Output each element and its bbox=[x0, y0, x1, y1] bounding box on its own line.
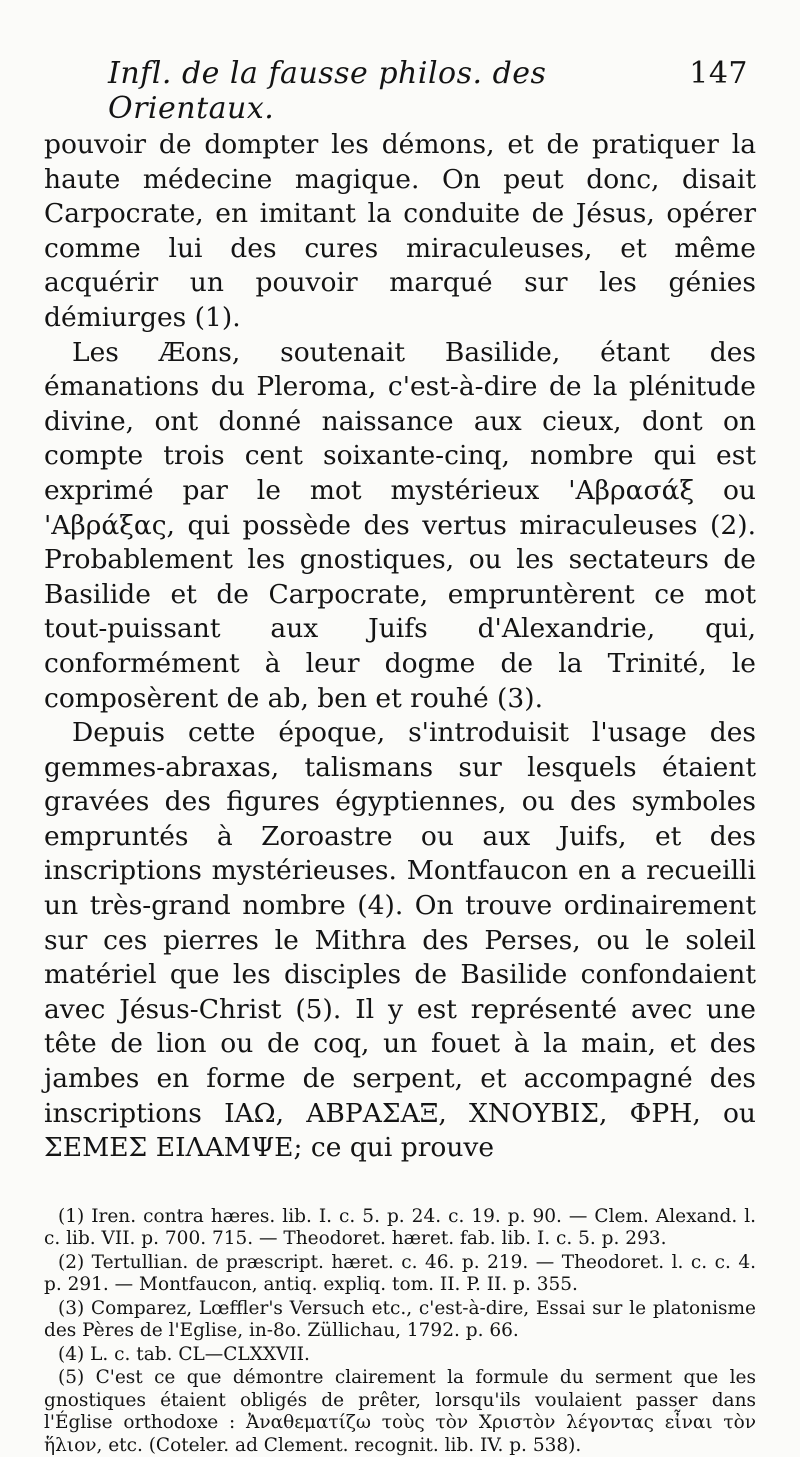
paragraph: Depuis cette époque, s'introduisit l'usage des gemmes-abraxas, talismans sur lesquels étaient gravées des figures égyptiennes, ou des symboles empruntés à Zoroastre ou aux Juifs, et des inscriptions mystérieuses. Montfaucon en a recueilli un très-grand nombre (4). On trouve ordinairement sur ces pierres le Mithra des Perses, ou le soleil matériel que les disciples de Basilide confondaient avec Jésus-Christ (5). Il y est représenté avec une tête de lion ou de coq, un fouet à la main, et des jambes en forme de serpent, et accompagné des inscriptions ΙΑΩ, ΑΒΡΑΣΑΞ, ΧΝΟΥΒΙΣ, ΦΡΗ, ou ΣΕΜΕΣ ΕΙΛΑΜΨΕ; ce qui prouve bbox=[44, 717, 756, 1164]
footnotes bbox=[44, 1206, 756, 1457]
paragraph: pouvoir de dompter les démons, et de pratiquer la haute médecine magique. On peut donc, disait Carpocrate, en imitant la conduite de Jésus, opérer comme lui des cures miraculeuses, et même acquérir un pouvoir marqué sur les génies démiurges (1). bbox=[44, 129, 756, 333]
running-head bbox=[108, 56, 748, 126]
footnote: (5) C'est ce que démontre clairement la formule du serment que les gnostiques étaient obligés de prêter, lorsqu'ils voulaient passer dans l'Église orthodoxe : Ἀναθεματίζω τοὺς τὸν Χριστὸν λέγοντας εἶναι τὸν ἥλιον, etc. (Coteler. ad Clement. recognit. lib. IV. p. 538). bbox=[44, 1367, 756, 1456]
page-number: 147 bbox=[689, 56, 748, 91]
main-text bbox=[44, 128, 756, 1166]
footnote: (4) L. c. tab. CL—CLXXVII. bbox=[58, 1343, 310, 1365]
footnote: (1) Iren. contra hæres. lib. I. c. 5. p. 24. c. 19. p. 90. — Clem. Alexand. l. c. lib. VII. p. 700. 715. — Theodoret. hæret. fab. lib. I. c. 5. p. 293. bbox=[44, 1205, 756, 1250]
footnote: (3) Comparez, Lœffler's Versuch etc., c'est-à-dire, Essai sur le platonisme des Pères de l'Eglise, in-8o. Züllichau, 1792. p. 66. bbox=[44, 1297, 756, 1342]
running-title: Infl. de la fausse philos. des Orientaux. bbox=[108, 56, 547, 126]
paragraph: Les Æons, soutenait Basilide, étant des émanations du Pleroma, c'est-à-dire de la plénitude divine, ont donné naissance aux cieux, dont on compte trois cent soixante-cinq, nombre qui est exprimé par le mot mystérieux 'Αβρασάξ ou 'Αβράξας, qui possède des vertus miraculeuses (2). Probablement les gnostiques, ou les sectateurs de Basilide et de Carpocrate, empruntèrent ce mot tout-puissant aux Juifs d'Alexandrie, qui, conformément à leur dogme de la Trinité, le composèrent de ab, ben et rouhé (3). bbox=[44, 336, 756, 714]
footnote: (2) Tertullian. de præscript. hæret. c. 46. p. 219. — Theodoret. l. c. c. 4. p. 291. — Montfaucon, antiq. expliq. tom. II. P. II. p. 355. bbox=[44, 1251, 756, 1296]
